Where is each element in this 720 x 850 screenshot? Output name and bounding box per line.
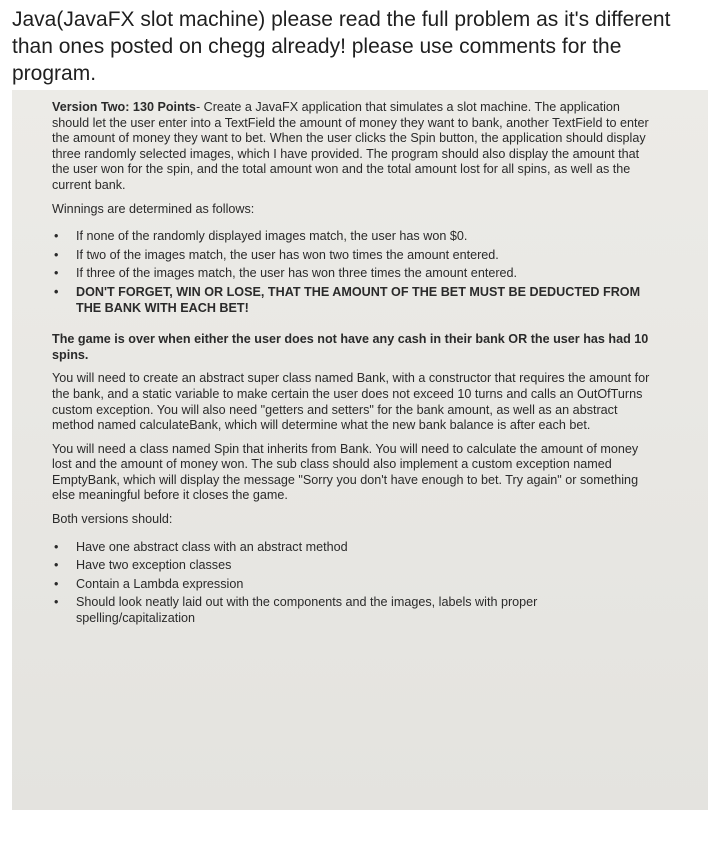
bullet-icon: • bbox=[54, 284, 59, 299]
list-item-text: Contain a Lambda expression bbox=[76, 576, 244, 591]
list-item bbox=[54, 576, 657, 593]
list-item-text: Should look neatly laid out with the components and the images, labels with proper spelling/capitalization bbox=[76, 595, 538, 626]
list-item bbox=[54, 284, 657, 316]
requirements-list bbox=[52, 540, 657, 627]
bullet-icon: • bbox=[54, 247, 59, 262]
winnings-list bbox=[52, 229, 657, 316]
list-item-text: DON'T FORGET, WIN OR LOSE, THAT THE AMOUNT OF THE BET MUST BE DEDUCTED FROM THE BANK WITH EACH BET! bbox=[76, 284, 641, 315]
assignment-sheet bbox=[52, 100, 657, 639]
list-item-text: If three of the images match, the user has won three times the amount entered. bbox=[76, 266, 518, 281]
intro-paragraph bbox=[52, 100, 657, 194]
bullet-icon: • bbox=[54, 558, 59, 573]
post-title: Java(JavaFX slot machine) please read the full problem as it's different than ones posted on chegg already! please use comments for the program. bbox=[12, 8, 671, 85]
list-item bbox=[54, 595, 657, 626]
bullet-icon: • bbox=[54, 595, 59, 610]
bullet-icon: • bbox=[54, 576, 59, 591]
list-item bbox=[54, 266, 657, 282]
bullet-icon: • bbox=[54, 266, 59, 281]
bank-class-paragraph: You will need to create an abstract super class named Bank, with a constructor that requires the amount for the bank, and a static variable to make certain the user does not exceed 10 turns and calls an OutOfTurns custom exception. You will also need "getters and setters" for the bank amount, as well as an abstract method named calculateBank, which will determine what the new bank balance is after each bet. bbox=[52, 371, 650, 433]
list-item-text: Have two exception classes bbox=[76, 558, 232, 573]
list-item bbox=[54, 558, 657, 574]
version-heading: Version Two: 130 Points bbox=[52, 100, 196, 114]
list-item-text: If two of the images match, the user has won two times the amount entered. bbox=[76, 247, 499, 262]
list-item bbox=[54, 539, 657, 556]
spin-class-paragraph: You will need a class named Spin that inherits from Bank. You will need to calculate the amount of money lost and the amount of money won. The sub class should also implement a custom exception named EmptyBank, which will display the message "Sorry you don't have enough to bet. Try again" or something else meaningful before it closes the game. bbox=[52, 441, 639, 503]
winnings-heading: Winnings are determined as follows: bbox=[52, 201, 255, 216]
list-item bbox=[54, 247, 657, 264]
game-over-paragraph: The game is over when either the user does not have any cash in their bank OR the user has had 10 spins. bbox=[52, 332, 649, 362]
bullet-icon: • bbox=[54, 539, 59, 554]
assignment-photo bbox=[12, 90, 708, 810]
both-versions-heading: Both versions should: bbox=[52, 512, 173, 527]
list-item-text: Have one abstract class with an abstract method bbox=[76, 539, 348, 554]
list-item bbox=[54, 229, 657, 245]
list-item-text: If none of the randomly displayed images match, the user has won $0. bbox=[76, 229, 468, 244]
intro-text: - Create a JavaFX application that simulates a slot machine. The application should let the user enter into a TextField the amount of money they want to bank, another TextField to enter the amount of money they want to bet. When the user clicks the Spin button, the application should display three randomly selected images, which I have provided. The program should also display the amount that the user won for the spin, and the total amount won and the total amount lost for all spins, as well as the current bank. bbox=[52, 100, 649, 192]
bullet-icon: • bbox=[54, 229, 59, 244]
